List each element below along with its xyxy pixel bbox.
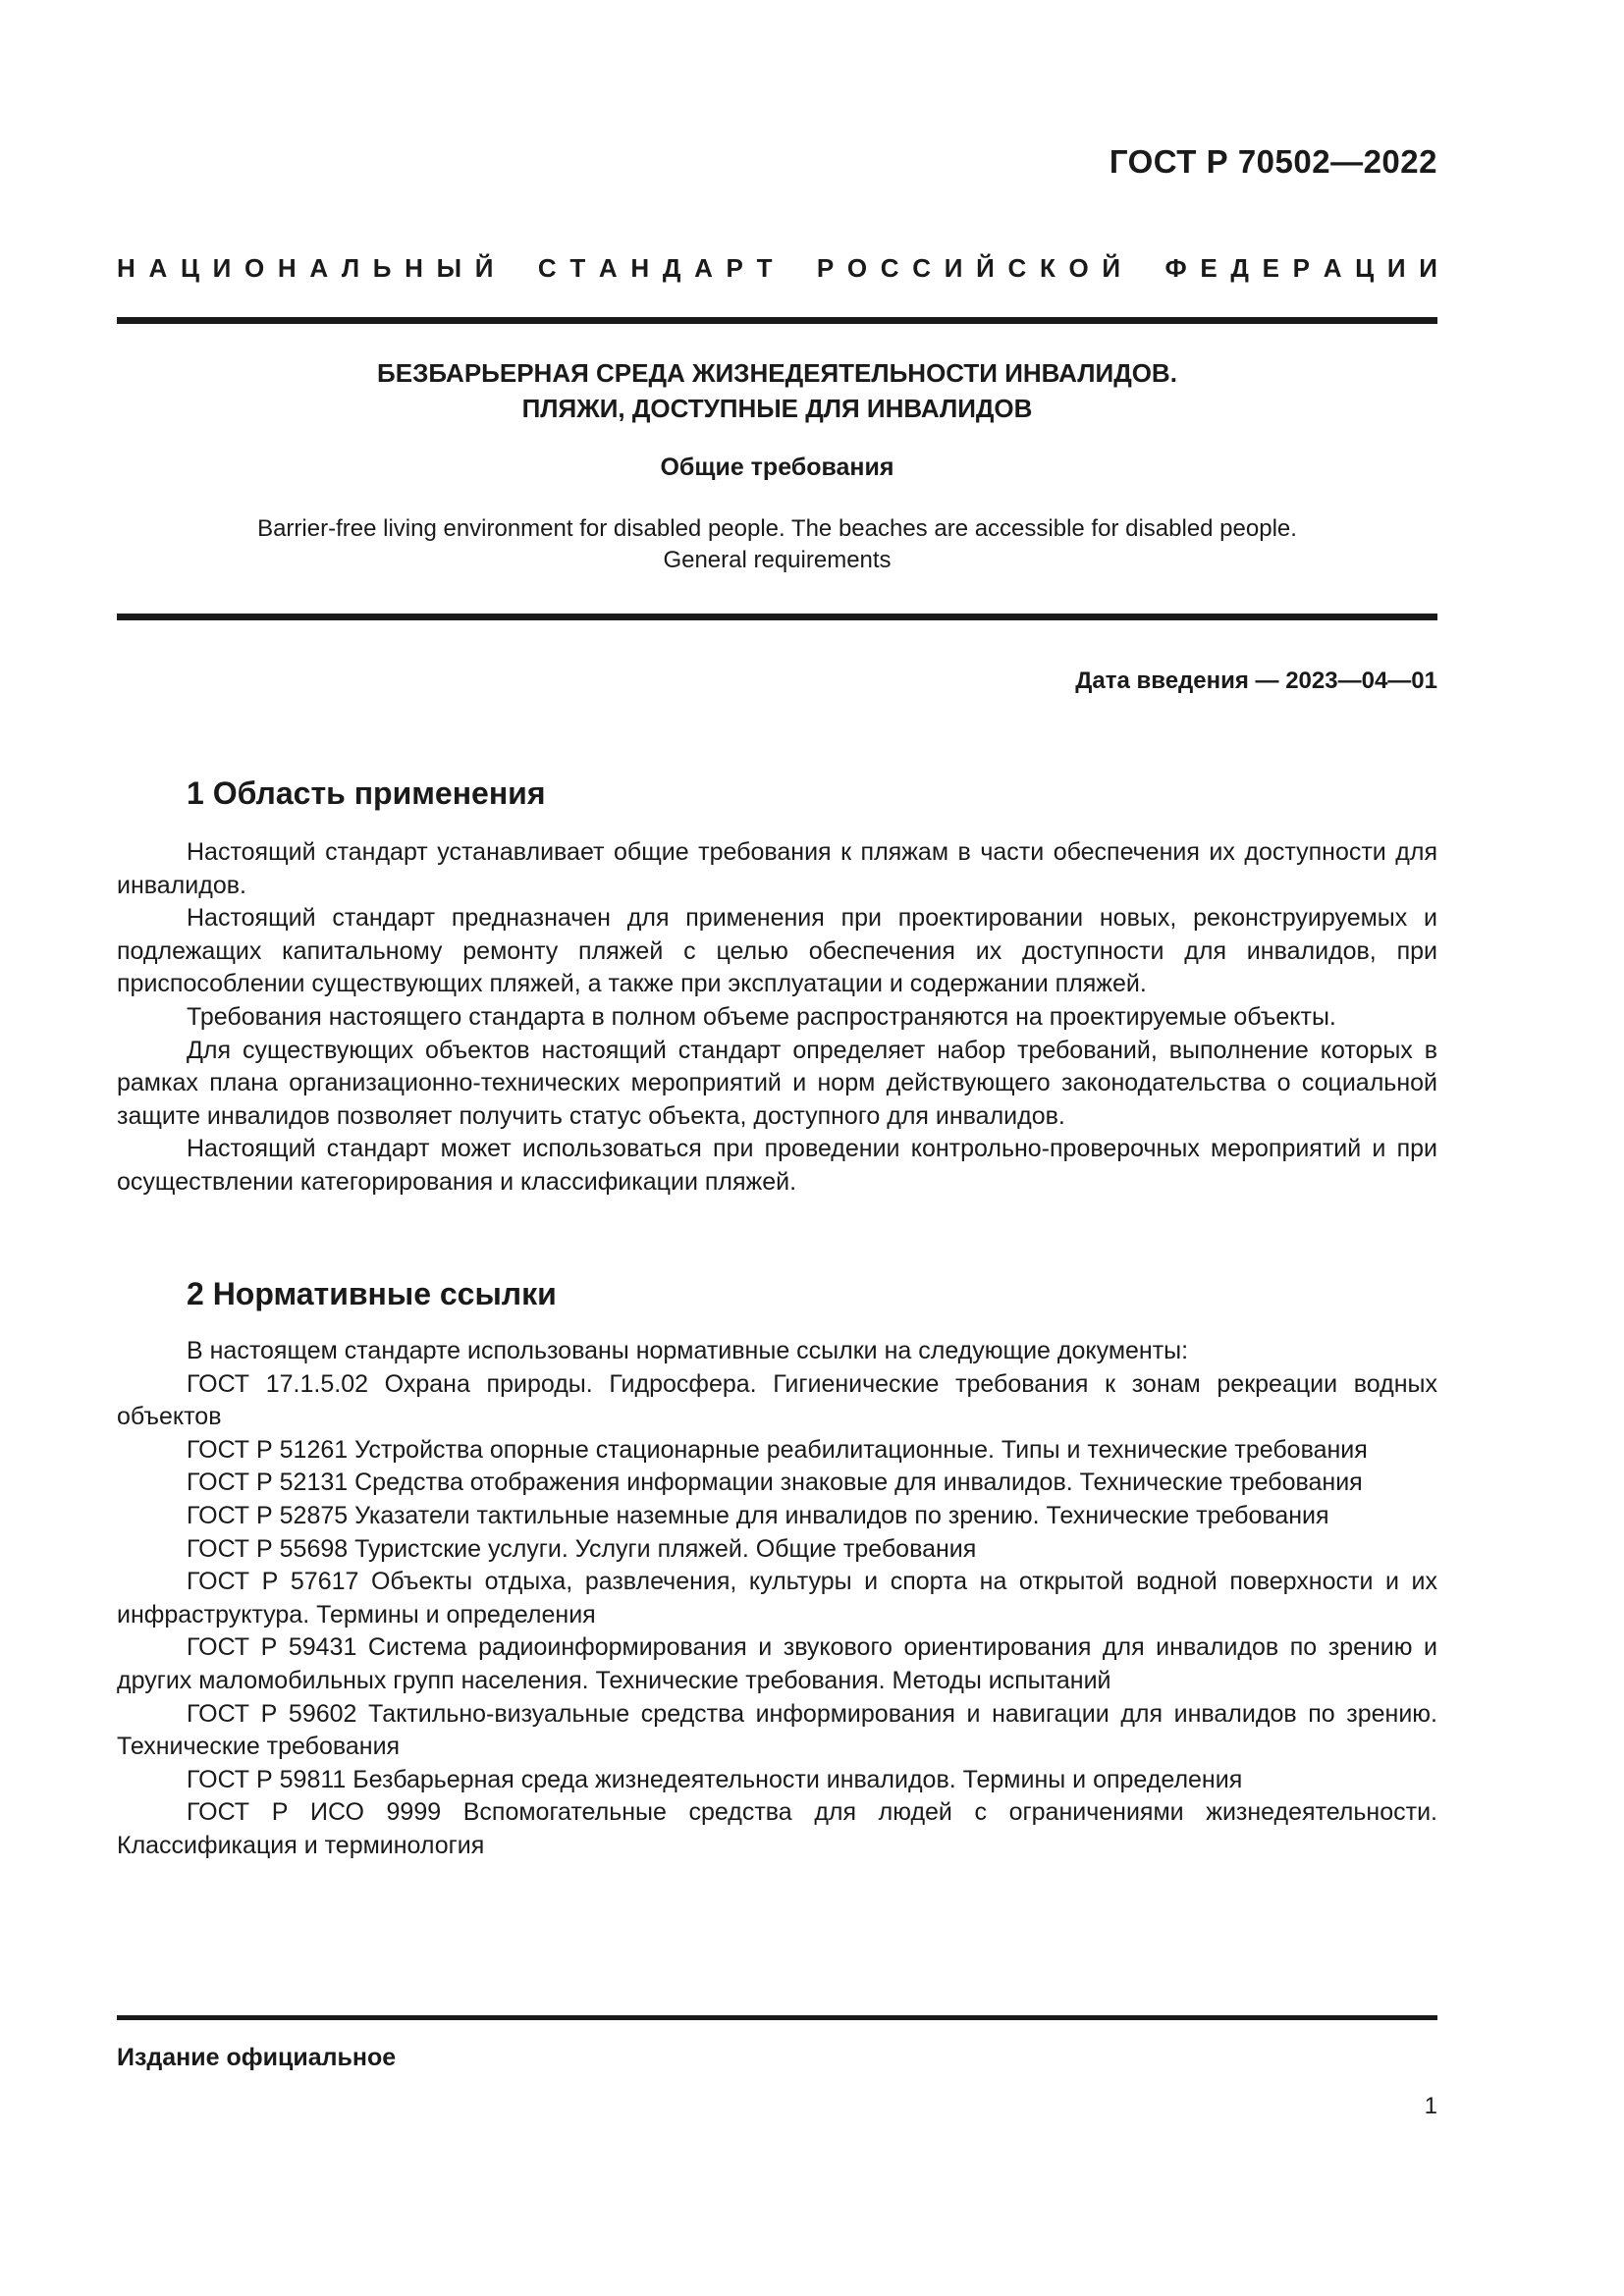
banner-letter: И (944, 253, 963, 283)
banner-letter: Р (816, 253, 835, 283)
normative-reference: ГОСТ Р 59811 Безбарьерная среда жизнедеятельности инвалидов. Термины и определения (187, 1765, 1243, 1793)
banner-letter: Р (726, 253, 743, 283)
banner-letter: Й (976, 253, 995, 283)
banner-letter: Н (117, 253, 135, 283)
banner-letter: О (846, 253, 868, 283)
banner-letter: С (1007, 253, 1027, 283)
banner-letter: Р (1292, 253, 1310, 283)
title-rule (117, 614, 1437, 620)
banner-letter: Ц (180, 253, 199, 283)
normative-reference: ГОСТ Р 52131 Средства отображения информации знаковые для инвалидов. Технические требования (187, 1468, 1363, 1497)
section-1-paragraph: Настоящий стандарт может использоваться при проведении контрольно-проверочных мероприятий и при осуществлении категорирования и классификации пляжей. (117, 1135, 1437, 1196)
banner-letter: Т (756, 253, 773, 283)
banner-letter: Ц (1355, 253, 1375, 283)
banner-letter: С (912, 253, 932, 283)
banner-letter: Ь (372, 253, 392, 283)
section-2-heading: 2 Нормативные ссылки (187, 1276, 557, 1311)
banner-letter: С (537, 253, 557, 283)
normative-reference: ГОСТ 17.1.5.02 Охрана природы. Гидросфера. Гигиенические требования к зонам рекреации водных объектов (117, 1369, 1437, 1431)
banner-letter: Й (1102, 253, 1121, 283)
banner-letter: Е (1262, 253, 1279, 283)
banner-letter (785, 253, 803, 284)
section-1-body (117, 836, 1437, 1200)
banner-letter: Н (405, 253, 423, 283)
banner-letter: О (1068, 253, 1089, 283)
section-1-paragraph: Для существующих объектов настоящий стандарт определяет набор требований, выполнение которых в рамках плана организационно-технических мероприятий и норм действующего законодательства о социальной защите инвалидов позволяет получить статус объекта, доступного для инвалидов. (117, 1036, 1437, 1130)
banner-letter: Й (474, 253, 494, 283)
banner-letter: А (694, 253, 713, 283)
banner-letter: Д (662, 253, 681, 283)
banner-letter: Ф (1164, 253, 1187, 283)
banner-letter: Н (630, 253, 650, 283)
normative-reference: ГОСТ Р 51261 Устройства опорные стационарные реабилитационные. Типы и технические требования (187, 1435, 1368, 1464)
introduction-date: Дата введения — 2023—04—01 (1075, 667, 1437, 694)
section-1-heading: 1 Область применения (187, 775, 546, 811)
english-title (117, 513, 1437, 576)
banner-letter (507, 253, 524, 284)
title-line-1: БЕЗБАРЬЕРНАЯ СРЕДА ЖИЗНЕДЕЯТЕЛЬНОСТИ ИНВАЛИДОВ. (377, 358, 1177, 388)
normative-intro: В настоящем стандарте использованы нормативные ссылки на следующие документы: (187, 1337, 1189, 1364)
normative-reference: ГОСТ Р ИСО 9999 Вспомогательные средства для людей с ограничениями жизнедеятельности. Классификация и терминология (117, 1798, 1437, 1859)
normative-reference: ГОСТ Р 52875 Указатели тактильные наземные для инвалидов по зрению. Технические требования (187, 1501, 1329, 1529)
banner-letter: Е (1200, 253, 1218, 283)
normative-reference: ГОСТ Р 55698 Туристские услуги. Услуги пляжей. Общие требования (187, 1534, 977, 1563)
banner-letter: И (212, 253, 232, 283)
banner-letter: А (598, 253, 618, 283)
section-1-paragraph: Настоящий стандарт устанавливает общие требования к пляжам в части обеспечения их доступности для инвалидов. (117, 838, 1437, 899)
title-line-2: ПЛЯЖИ, ДОСТУПНЫЕ ДЛЯ ИНВАЛИДОВ (521, 394, 1033, 423)
banner-letter: Д (1230, 253, 1249, 283)
standard-number: ГОСТ Р 70502—2022 (1109, 143, 1437, 180)
section-1-paragraph: Требования настоящего стандарта в полном объеме распространяются на проектируемые объекты. (187, 1002, 1336, 1031)
normative-reference: ГОСТ Р 59431 Система радиоинформирования и звукового ориентирования для инвалидов по зрению и других маломобильных групп населения. Технические требования. Методы испытаний (117, 1633, 1437, 1694)
normative-reference: ГОСТ Р 57617 Объекты отдыха, развлечения, культуры и спорта на открытой водной поверхности и их инфраструктура. Термины и определения (117, 1568, 1437, 1629)
banner-letter: Ы (436, 253, 462, 283)
banner-letter: А (309, 253, 329, 283)
page-number: 1 (1424, 2093, 1437, 2119)
document-title (117, 355, 1437, 426)
english-title-line-2: General requirements (663, 547, 892, 573)
footer-rule (117, 2015, 1437, 2020)
english-title-line-1: Barrier-free living environment for disabled people. The beaches are accessible for disabled people. (257, 515, 1297, 542)
section-2-body (117, 1335, 1437, 1863)
banner-letter: Л (341, 253, 360, 283)
section-1-paragraph: Настоящий стандарт предназначен для применения при проектировании новых, реконструируемых и подлежащих капитальному ремонту пляжей с целью обеспечения их доступности для инвалидов, при приспособлении существующих пляжей, а также при эксплуатации и содержании пляжей. (117, 904, 1437, 998)
banner-letter: К (1039, 253, 1056, 283)
banner-letter: Т (569, 253, 586, 283)
banner-letter: А (1323, 253, 1342, 283)
header-rule (117, 317, 1437, 324)
banner-letter: Н (277, 253, 297, 283)
banner-letter: И (1419, 253, 1437, 283)
normative-reference: ГОСТ Р 59602 Тактильно-визуальные средства информирования и навигации для инвалидов по зрению. Технические требования (117, 1699, 1437, 1761)
banner-letter: С (880, 253, 899, 283)
banner-letter (1134, 253, 1152, 284)
banner-letter: О (244, 253, 265, 283)
official-edition-label: Издание официальное (117, 2044, 397, 2071)
banner-letter: И (1386, 253, 1406, 283)
national-standard-banner (117, 253, 1437, 284)
document-subtitle: Общие требования (660, 454, 894, 481)
banner-letter: А (148, 253, 168, 283)
